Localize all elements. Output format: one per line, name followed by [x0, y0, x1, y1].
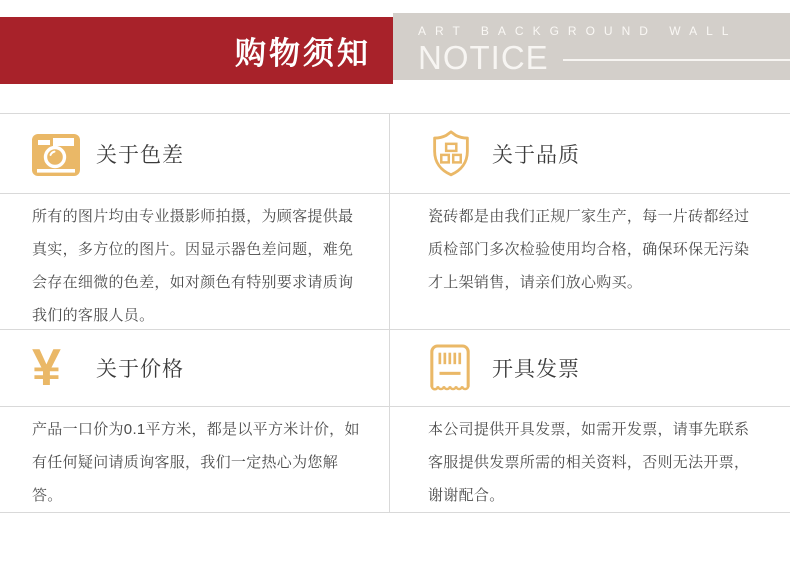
header-notice-text: NOTICE: [418, 39, 549, 76]
camera-icon: [32, 125, 82, 183]
section-text: 产品一口价为0.1平方米，都是以平方米计价，如有任何疑问请质询客服，我们一定热心为您解答。: [32, 421, 360, 504]
header-rule-line: [563, 59, 790, 61]
section-title: 关于品质: [492, 143, 580, 167]
section-header-price: [0, 330, 390, 407]
page-title: 购物须知: [235, 36, 371, 71]
section-body-invoice: [390, 407, 790, 513]
header-gray-banner: [393, 13, 790, 80]
section-body-color-difference: [0, 194, 390, 330]
section-text: 瓷砖都是由我们正规厂家生产，每一片砖都经过质检部门多次检验使用均合格，确保环保无污染才上架销售，请亲们放心购买。: [428, 208, 750, 291]
section-header-color-difference: [0, 114, 390, 194]
section-title: 关于价格: [96, 358, 184, 381]
yuan-symbol: ¥: [32, 339, 61, 397]
section-header-invoice: [390, 330, 790, 407]
section-header-quality: [390, 114, 790, 194]
header-eyebrow-text: ART BACKGROUND WALL: [418, 24, 738, 38]
section-body-price: [0, 407, 390, 513]
receipt-icon: [428, 339, 478, 397]
notice-grid: [0, 113, 790, 513]
section-title: 开具发票: [492, 358, 580, 381]
section-text: 所有的图片均由专业摄影师拍摄，为顾客提供最真实，多方位的图片。因显示器色差问题，难免会存在细微的色差，如对颜色有特别要求请质询我们的客服人员。: [32, 208, 354, 324]
section-body-quality: [390, 194, 790, 330]
header-red-banner: [0, 17, 393, 84]
shield-icon: [428, 125, 478, 183]
section-text: 本公司提供开具发票，如需开发票，请事先联系客服提供发票所需的相关资料，否则无法开票，谢谢配合。: [428, 421, 750, 504]
header: [0, 0, 790, 113]
header-notice-row: [418, 40, 790, 76]
yuan-icon: [32, 339, 82, 397]
section-title: 关于色差: [96, 143, 184, 167]
